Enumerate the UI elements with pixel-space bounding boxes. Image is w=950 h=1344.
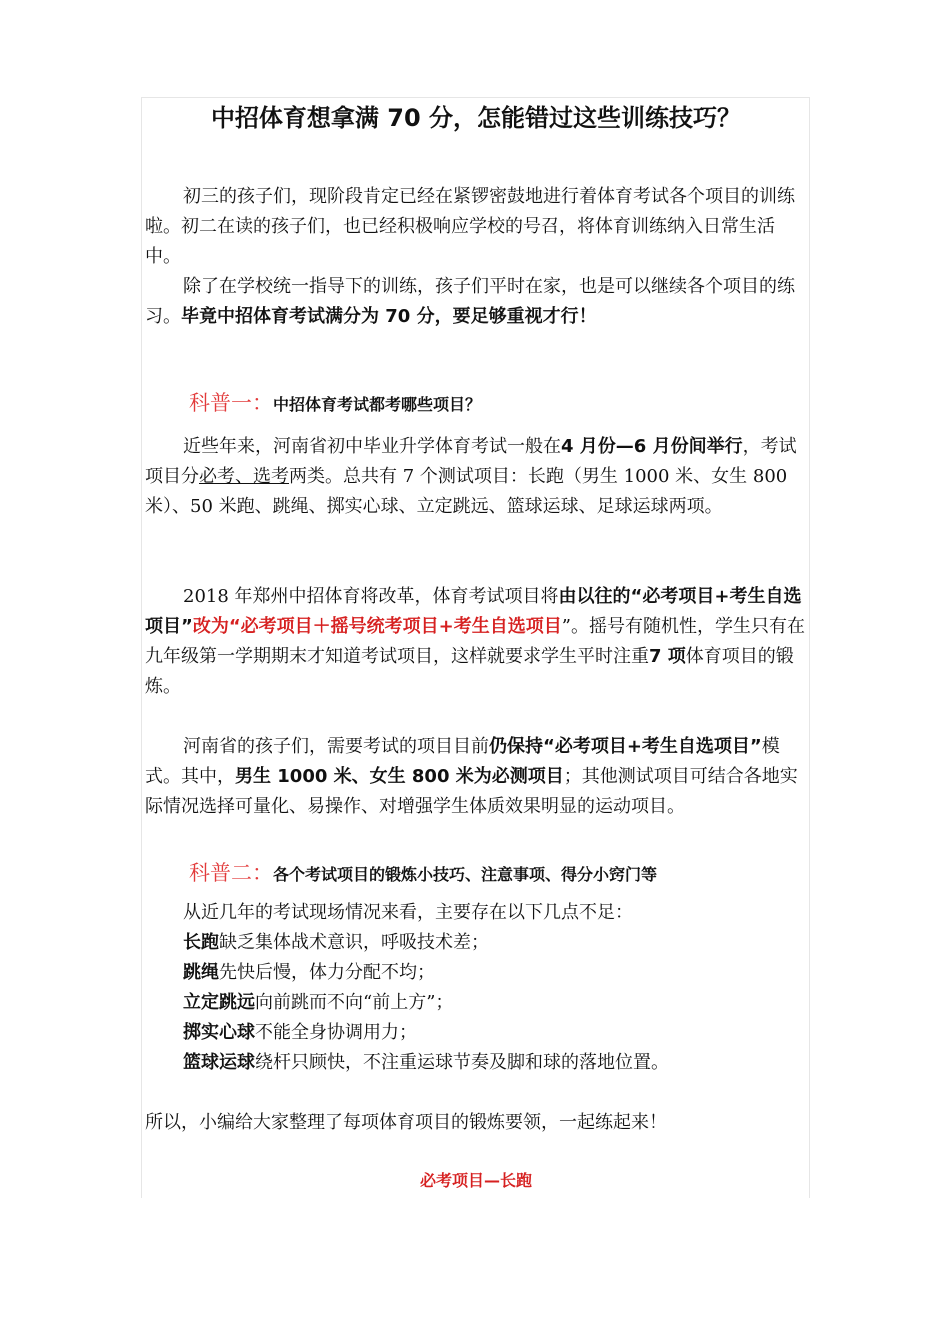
section1-label: 科普一： bbox=[189, 391, 273, 415]
item-name: 立定跳远 bbox=[183, 992, 255, 1013]
text-run: 2018 年郑州中招体育将改革，体育考试项目将 bbox=[183, 586, 559, 607]
text-run: ；其他测试项目可结合各地实际情况选择可量化、易操作、对增强学生体质效果明显的运动项目。 bbox=[145, 766, 798, 817]
text-run: 近些年来，河南省初中毕业升学体育考试一般在 bbox=[183, 436, 561, 457]
item-text: 绕杆只顾快，不注重运球节奏及脚和球的落地位置。 bbox=[255, 1052, 669, 1073]
text-run: ”。摇号有随机性，学生只有在九年级第一学期期末才知道考试项目，这样就要求学生平时注重 bbox=[145, 616, 805, 667]
list-item bbox=[145, 988, 807, 1018]
exam-period: 4 月份—6 月份间举行 bbox=[561, 436, 743, 457]
item-text: 向前跳而不向“前上方”； bbox=[255, 992, 454, 1013]
text-run: ，考试项目分 bbox=[145, 436, 797, 487]
item-name: 掷实心球 bbox=[183, 1022, 255, 1043]
text-run: 两类。总共有 7 个测试项目：长跑（男生 1000 米、女生 800 米）、50 米跑、跳绳、掷实心球、立定跳远、篮球运球、足球运球两项。 bbox=[145, 466, 788, 517]
list-item bbox=[145, 958, 807, 988]
list-item bbox=[145, 928, 807, 958]
new-scheme: 改为“必考项目＋摇号统考项目+考生自选项目 bbox=[192, 616, 562, 637]
section1-paragraph-2 bbox=[145, 582, 807, 702]
item-text: 不能全身协调用力； bbox=[255, 1022, 417, 1043]
text-run: 模式。其中， bbox=[145, 736, 780, 787]
list-item bbox=[145, 1018, 807, 1048]
text-run: 河南省的孩子们，需要考试的项目目前 bbox=[183, 736, 489, 757]
item-name: 长跑 bbox=[183, 932, 219, 953]
section2-lead: 从近几年的考试现场情况来看，主要存在以下几点不足： bbox=[183, 902, 633, 923]
intro-paragraph-1: 初三的孩子们，现阶段肯定已经在紧锣密鼓地进行着体育考试各个项目的训练啦。初二在读的孩子们，也已经积极响应学校的号召，将体育训练纳入日常生活中。 bbox=[145, 186, 795, 267]
required-items: 男生 1000 米、女生 800 米为必测项目 bbox=[235, 766, 564, 787]
old-scheme: 由以往的“必考项目+考生自选项目” bbox=[145, 586, 802, 637]
section1-question: 中招体育考试都考哪些项目？ bbox=[273, 395, 482, 414]
section1-paragraph-1 bbox=[145, 432, 807, 522]
intro-paragraph-2 bbox=[145, 272, 807, 332]
item-text: 缺乏集体战术意识，呼吸技术差； bbox=[219, 932, 489, 953]
section2-question: 各个考试项目的锻炼小技巧、注意事项、得分小窍门等 bbox=[273, 865, 658, 884]
seven-items: 7 项 bbox=[649, 646, 686, 667]
subsection-title: 必考项目—长跑 bbox=[419, 1171, 532, 1190]
item-text: 先快后慢，体力分配不均； bbox=[219, 962, 435, 983]
intro-text: 除了在学校统一指导下的训练，孩子们平时在家，也是可以继续各个项目的练习。 bbox=[145, 276, 795, 327]
section2-label: 科普二： bbox=[189, 861, 273, 885]
document-body bbox=[145, 100, 807, 1196]
section1-paragraph-3 bbox=[145, 732, 807, 822]
current-scheme: 仍保持“必考项目+考生自选项目” bbox=[489, 736, 762, 757]
subsection-heading bbox=[145, 1166, 807, 1196]
exam-categories: 必考、选考 bbox=[199, 466, 289, 487]
list-item bbox=[145, 1048, 807, 1078]
closing-paragraph: 所以，小编给大家整理了每项体育项目的锻炼要领，一起练起来！ bbox=[145, 1112, 667, 1133]
section2-heading bbox=[145, 858, 807, 890]
intro-emphasis: 毕竟中招体育考试满分为 70 分，要足够重视才行！ bbox=[181, 306, 597, 327]
page-title: 中招体育想拿满 70 分，怎能错过这些训练技巧？ bbox=[210, 104, 742, 132]
text-run: 体育项目的锻炼。 bbox=[145, 646, 794, 697]
item-name: 跳绳 bbox=[183, 962, 219, 983]
item-name: 篮球运球 bbox=[183, 1052, 255, 1073]
section1-heading bbox=[145, 388, 807, 420]
